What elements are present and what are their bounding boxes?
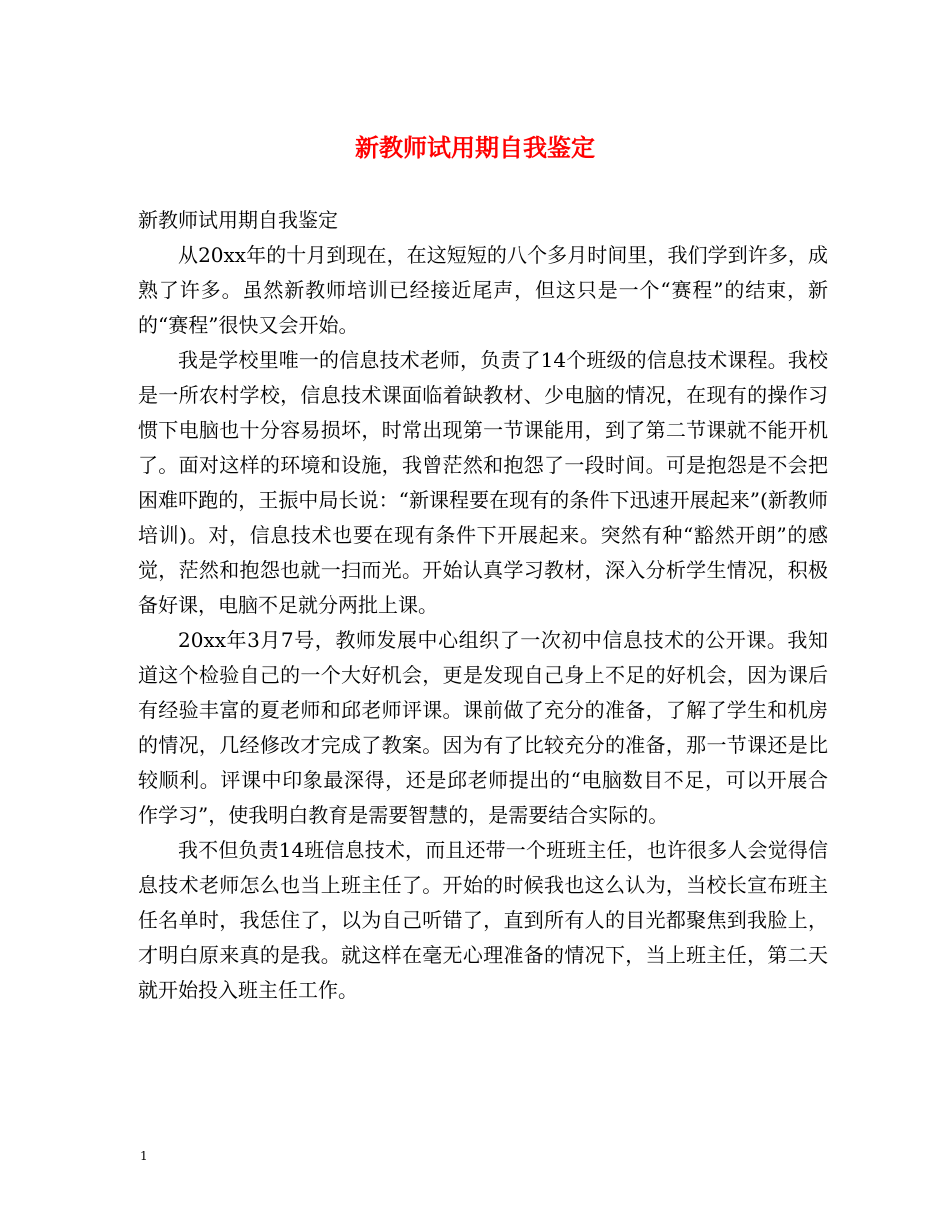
paragraph-4: 我不但负责14班信息技术，而且还带一个班班主任，也许很多人会觉得信息技术老师怎么也当上班主任了。开始的时候我也这么认为，当校长宣布班主任名单时，我恁住了，以为自己听错了，直到所有人的目光都聚焦到我脸上，才明白原来真的是我。就这样在毫无心理准备的情况下，当上班主任，第二天就开始投入班主任工作。: [138, 838, 828, 1002]
document-body: [138, 203, 828, 1008]
paragraph-1: 从20xx年的十月到现在，在这短短的八个多月时间里，我们学到许多，成熟了许多。虽然新教师培训已经接近尾声，但这只是一个“赛程”的结束，新的“赛程”很快又会开始。: [138, 243, 828, 337]
page-number: 1: [140, 1149, 148, 1163]
paragraph-2: 我是学校里唯一的信息技术老师，负责了14个班级的信息技术课程。我校是一所农村学校，信息技术课面临着缺教材、少电脑的情况，在现有的操作习惯下电脑也十分容易损坏，时常出现第一节课能用，到了第二节课就不能开机了。面对这样的环境和设施，我曾茫然和抱怨了一段时间。可是抱怨是不会把困难吓跑的，王振中局长说：“新课程要在现有的条件下迅速开展起来”(新教师培训)。对，信息技术也要在现有条件下开展起来。突然有种“豁然开朗”的感觉，茫然和抱怨也就一扫而光。开始认真学习教材，深入分析学生情况，积极备好课，电脑不足就分两批上课。: [138, 348, 828, 617]
paragraph-3: 20xx年3月7号，教师发展中心组织了一次初中信息技术的公开课。我知道这个检验自己的一个大好机会，更是发现自己身上不足的好机会，因为课后有经验丰富的夏老师和邱老师评课。课前做了充分的准备，了解了学生和机房的情况，几经修改才完成了教案。因为有了比较充分的准备，那一节课还是比较顺利。评课中印象最深得，还是邱老师提出的“电脑数目不足，可以开展合作学习”，使我明白教育是需要智慧的，是需要结合实际的。: [138, 628, 828, 827]
document-subtitle: 新教师试用期自我鉴定: [138, 208, 338, 232]
document-title: 新教师试用期自我鉴定: [355, 133, 595, 162]
